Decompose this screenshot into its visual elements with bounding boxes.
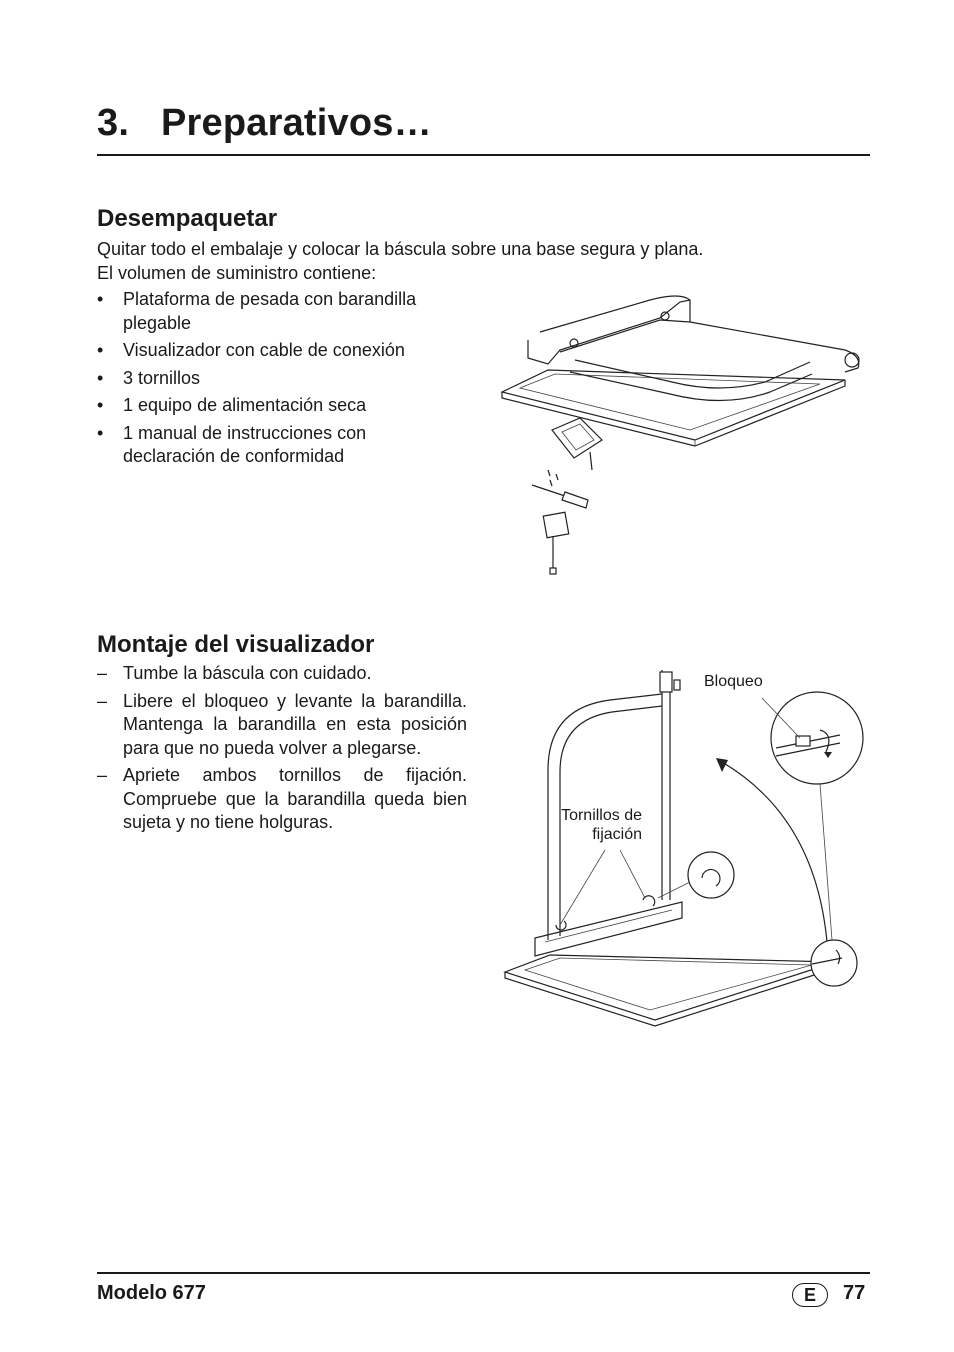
dash-mark: – — [97, 690, 108, 711]
section-title: Preparativos… — [161, 102, 432, 144]
screw-detail-circle — [688, 852, 734, 898]
lock-detail-circle — [771, 692, 863, 784]
language-badge: E — [792, 1283, 828, 1307]
list-item: • 1 manual de instrucciones con declaración de conformidad — [97, 422, 367, 466]
list-item: – Tumbe la báscula con cuidado. — [97, 662, 467, 686]
screw-rotation-left — [556, 921, 566, 930]
label-lock: Bloqueo — [704, 673, 763, 690]
mount-heading: Montaje del visualizador — [97, 631, 375, 658]
list-item: • Visualizador con cable de conexión — [97, 339, 457, 363]
bullet-mark: • — [97, 367, 104, 388]
unpack-heading: Desempaquetar — [97, 205, 278, 232]
screw-rotation-right — [643, 896, 655, 906]
bullet-mark: • — [97, 289, 104, 309]
list-item: • 3 tornillos — [97, 367, 457, 391]
dash-mark: – — [97, 765, 108, 785]
list-item: – Libere el bloqueo y levante la barandilla. Mantenga la barandilla en esta posición para que no pueda volver a plegarse. — [97, 690, 467, 758]
raised-rail — [548, 694, 662, 940]
page-number: 77 — [843, 1282, 866, 1304]
unpack-intro-line2: El volumen de suministro contiene: — [97, 262, 377, 283]
lift-arrow — [722, 762, 828, 955]
bullet-mark: • — [97, 340, 104, 360]
footer-divider — [97, 1272, 870, 1274]
dash-mark: – — [97, 663, 108, 683]
label-fixing-screws: Tornillos de fijación — [561, 807, 642, 843]
footer-model: Modelo 677 — [97, 1282, 206, 1304]
list-item: • 1 equipo de alimentación seca — [97, 394, 457, 418]
section-number: 3. — [97, 102, 130, 144]
bullet-mark: • — [97, 395, 104, 415]
list-item: – Apriete ambos tornillos de fijación. Compruebe que la barandilla queda bien sujeta y no tiene holguras. — [97, 765, 467, 832]
platform-top — [505, 955, 836, 1020]
bullet-mark: • — [97, 422, 104, 443]
unpack-intro-line1: Quitar todo el embalaje y colocar la báscula sobre una base segura y plana. — [97, 239, 704, 259]
list-item: • Plataforma de pesada con barandilla plegable — [97, 289, 417, 333]
